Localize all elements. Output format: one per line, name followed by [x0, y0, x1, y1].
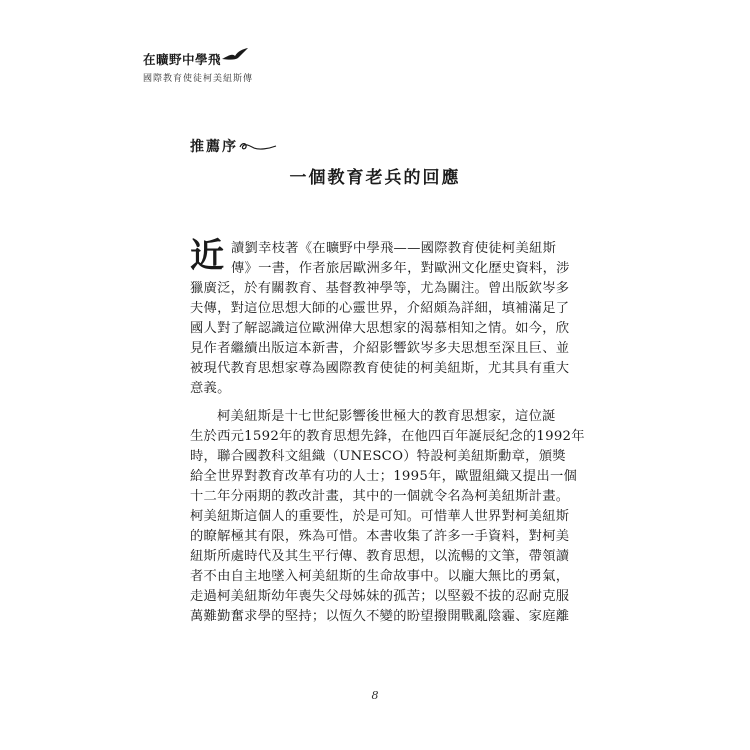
paragraph-line: 紐斯所處時代及其生平行傳、教育思想，以流暢的文筆，帶領讀 [190, 549, 570, 564]
flying-bird-icon [221, 47, 249, 63]
paragraph-line: 者不由自主地墜入柯美紐斯的生命故事中。以龐大無比的勇氣， [190, 569, 570, 584]
paragraph-line: 生於西元1592年的教育思想先鋒，在他四百年誕辰紀念的1992年 [190, 429, 585, 444]
paragraph-line: 國人對了解認識這位歐洲偉大思想家的渴慕相知之情。如今，欣 [190, 321, 570, 336]
paragraph-line: 獵廣泛，於有關教育、基督教神學等，尤為關注。曾出版欽岑多 [190, 281, 570, 296]
article-title: 一個教育老兵的回應 [289, 168, 461, 188]
paragraph-line: 見作者繼續出版這本新書，介紹影響欽岑多夫思想至深且巨、並 [190, 341, 570, 356]
paragraph-line: 柯美紐斯這個人的重要性，於是可知。可惜華人世界對柯美紐斯 [190, 509, 570, 524]
paragraph-line: 柯美紐斯是十七世紀影響後世極大的教育思想家，這位誕 [217, 409, 556, 424]
paragraph-line: 走過柯美紐斯幼年喪失父母姊妹的孤苦；以堅毅不拔的忍耐克服 [190, 589, 570, 604]
paragraph-line: 十二年分兩期的教改計畫，其中的一個就令名為柯美紐斯計畫。 [190, 489, 570, 504]
paragraph-line: 夫傳，對這位思想大師的心靈世界，介紹頗為詳細，填補滿足了 [190, 301, 570, 316]
paragraph-line: 的瞭解極其有限，殊為可惜。本書收集了許多一手資料，對柯美 [190, 529, 570, 544]
paragraph-line: 萬難勤奮求學的堅持；以恆久不變的盼望撥開戰亂陰霾、家庭離 [190, 609, 570, 624]
paragraph-line: 讀劉幸枝著《在曠野中學飛——國際教育使徒柯美紐斯 [231, 241, 557, 256]
paragraph-line: 被現代教育思想家尊為國際教育使徒的柯美紐斯，尤其具有重大 [190, 361, 570, 376]
running-header-subtitle: 國際教育使徒柯美紐斯傳 [143, 74, 254, 84]
drop-cap: 近 [190, 236, 224, 276]
paragraph-line: 意義。 [190, 381, 231, 396]
paragraph-line: 時，聯合國教科文組織（UNESCO）特設柯美紐斯勳章，頒獎 [190, 449, 566, 464]
paragraph-line: 傳》一書，作者旅居歐洲多年，對歐洲文化歷史資料，涉 [231, 261, 570, 276]
page-number: 8 [371, 689, 379, 702]
flourish-ornament-icon [238, 140, 278, 154]
running-header-title: 在曠野中學飛 [143, 52, 222, 67]
section-label: 推薦序 [190, 139, 238, 155]
paragraph-line: 給全世界對教育改革有功的人士；1995年，歐盟組織又提出一個 [190, 469, 578, 484]
